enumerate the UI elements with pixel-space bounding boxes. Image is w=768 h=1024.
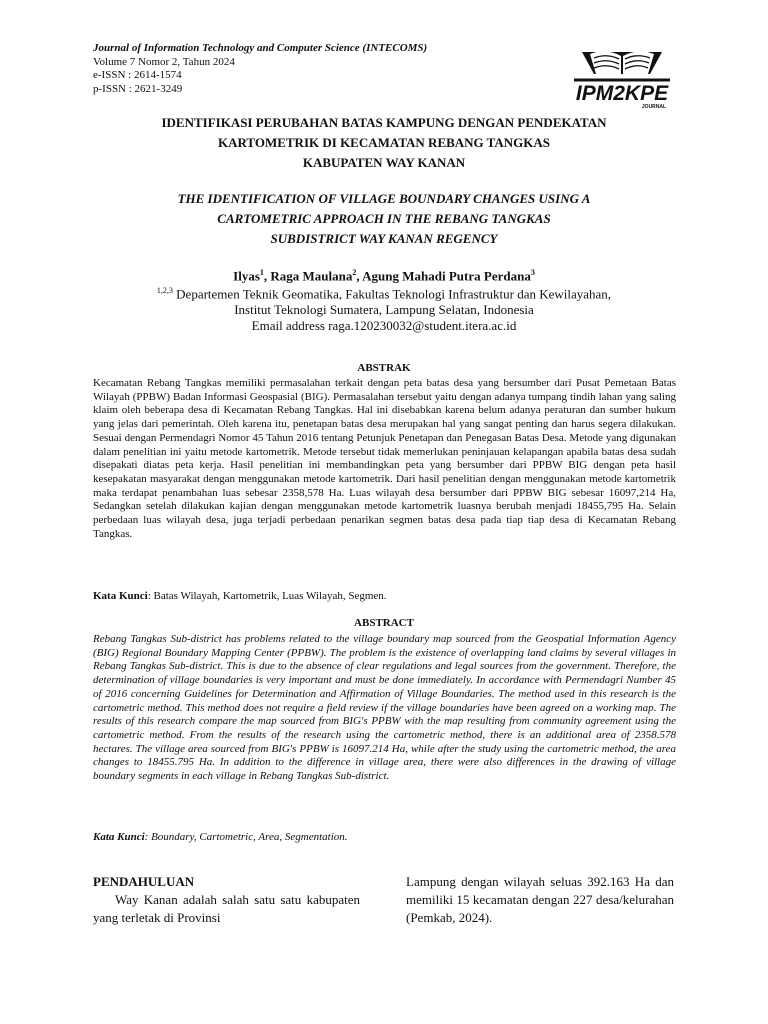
journal-header xyxy=(93,42,427,96)
journal-logo xyxy=(560,44,684,114)
intro-column-right: Lampung dengan wilayah seluas 392.163 Ha dan memiliki 15 kecamatan dengan 227 desa/kelurahan (Pemkab, 2024). xyxy=(406,874,674,925)
paper-title-indonesian: IDENTIFIKASI PERUBAHAN BATAS KAMPUNG DENGAN PENDEKATAN KARTOMETRIK DI KECAMATAN REBANG TANGKAS KABUPATEN WAY KANAN xyxy=(161,115,607,170)
paper-title-english: THE IDENTIFICATION OF VILLAGE BOUNDARY CHANGES USING A CARTOMETRIC APPROACH IN THE REBANG TANGKAS SUBDISTRICT WAY KANAN REGENCY xyxy=(177,191,591,246)
author-name: Agung Mahadi Putra Perdana xyxy=(362,268,531,284)
book-logo-icon xyxy=(560,44,684,114)
affiliation: $^{1,2,3}$ Departemen Teknik Geomatika, Fakultas Teknologi Infrastruktur dan Kewilayahan, Institut Teknologi Sumatera, Lampung Selatan, Indonesia Email address raga.120230032@student.itera.ac.id xyxy=(60,283,708,334)
intro-column-left xyxy=(93,873,360,927)
intro-paragraph: Way Kanan adalah salah satu satu kabupaten yang terletak di Provinsi xyxy=(93,892,360,925)
author-list: Ilyas$^1$, Raga Maulana$^2$, Agung Mahadi Putra Perdana$^3$ xyxy=(233,268,535,284)
abstrak-heading: ABSTRAK xyxy=(357,362,411,374)
author-name: Raga Maulana xyxy=(270,268,353,284)
journal-title: Journal of Information Technology and Computer Science (INTECOMS) xyxy=(93,42,428,54)
journal-volume: Volume 7 Nomor 2, Tahun 2024 xyxy=(93,55,235,68)
abstrak-keywords: Kata Kunci: Batas Wilayah, Kartometrik, Luas Wilayah, Segmen. xyxy=(93,590,387,602)
abstract-text: Rebang Tangkas Sub-district has problems related to the village boundary map sourced from the Geospatial Information Agency (BIG) Regional Boundary Mapping Center (PPBW). The problem is the existence of overlapping land claims by several villages in Rebang Tangkas Sub-district. This is due to the absence of clear regulations and legal sources from the government. Therefore, the determination of village boundaries is very important and must be done immediately. In accordance with Permendagri Number 45 of 2016 concerning Guidelines for Determination and Affirmation of Village Boundaries. The method used in this research is the cartometric method. This method does not require a field review if the village boundaries have been agreed on a working map. The results of this research compare the map sourced from BIG's PPBW with the map resulting from community agreement using the cartometric method. From the results of the research using the cartometric method, there is an additional area of 2358.578 hectares. The village area sourced from BIG's PPBW is 16097.214 Ha, while after the study using the cartometric method, the area changes to 18455.795 Ha. In addition to the difference in village area, there were also differences in the drawing of village boundary segments in each village in Rebang Tangkas Sub-district. xyxy=(93,633,676,783)
journal-eissn: e-ISSN : 2614-1574 xyxy=(93,69,182,82)
journal-pissn: p-ISSN : 2621-3249 xyxy=(93,82,183,95)
abstract-heading: ABSTRACT xyxy=(354,617,414,629)
author-name: Ilyas xyxy=(233,268,260,284)
author-email: Email address raga.120230032@student.itera.ac.id xyxy=(251,318,517,334)
svg-text:JOURNAL: JOURNAL xyxy=(641,104,667,110)
abstract-keywords: Kata Kunci: Boundary, Cartometric, Area, Segmentation. xyxy=(93,831,348,843)
abstrak-text: Kecamatan Rebang Tangkas memiliki permasalahan terkait dengan peta batas desa yang bersumber dari Pusat Pemetaan Batas Wilayah (PPBW) Badan Informasi Geospasial (BIG). Permasalahan tersebut yaitu dengan adanya tumpang tindih lahan yang saling klaim oleh beberapa desa di Kecamatan Rebang Tangkas. Hal ini disebabkan karena belum adanya peraturan dan sumber hukum yang jelas dari pemerintah. Oleh karena itu, penetapan batas desa merupakan hal yang sangat penting dan harus segera dilakukan. Sesuai dengan Permendagri Nomor 45 Tahun 2016 tentang Petunjuk Penetapan dan Penegasan Batas Desa. Metode yang digunakan dalam penelitian ini yaitu metode kartometrik. Metode tersebut tidak memerlukan peninjauan kelapangan apabila batas desa sudah disepakati diatas peta kerja. Hasil penelitian ini membandingkan peta yang bersumber dari PPBW BIG dengan peta hasil kesepakatan masyarakat dengan menggunakan metode kartometrik. Dari hasil penelitian dengan menggunakan metode kartometrik maka terdapat penambahan luas sebesar 2358,578 Ha. Luas wilayah desa bersumber dari PPBW BIG sebesar 16097,214 Ha, Sedangkan setelah dilakukan kajian dengan menggunakan metode kartometrik luasnya berubah menjadi 18455,795 Ha. Selain perbedaan luas wilayah desa, juga terjadi perbedaan penarikan segmen batas desa pada tiap tiap desa di Kecamatan Rebang Tangkas. xyxy=(93,377,676,540)
svg-text:IPM2KPE: IPM2KPE xyxy=(575,82,669,105)
section-heading: PENDAHULUAN xyxy=(93,874,195,889)
